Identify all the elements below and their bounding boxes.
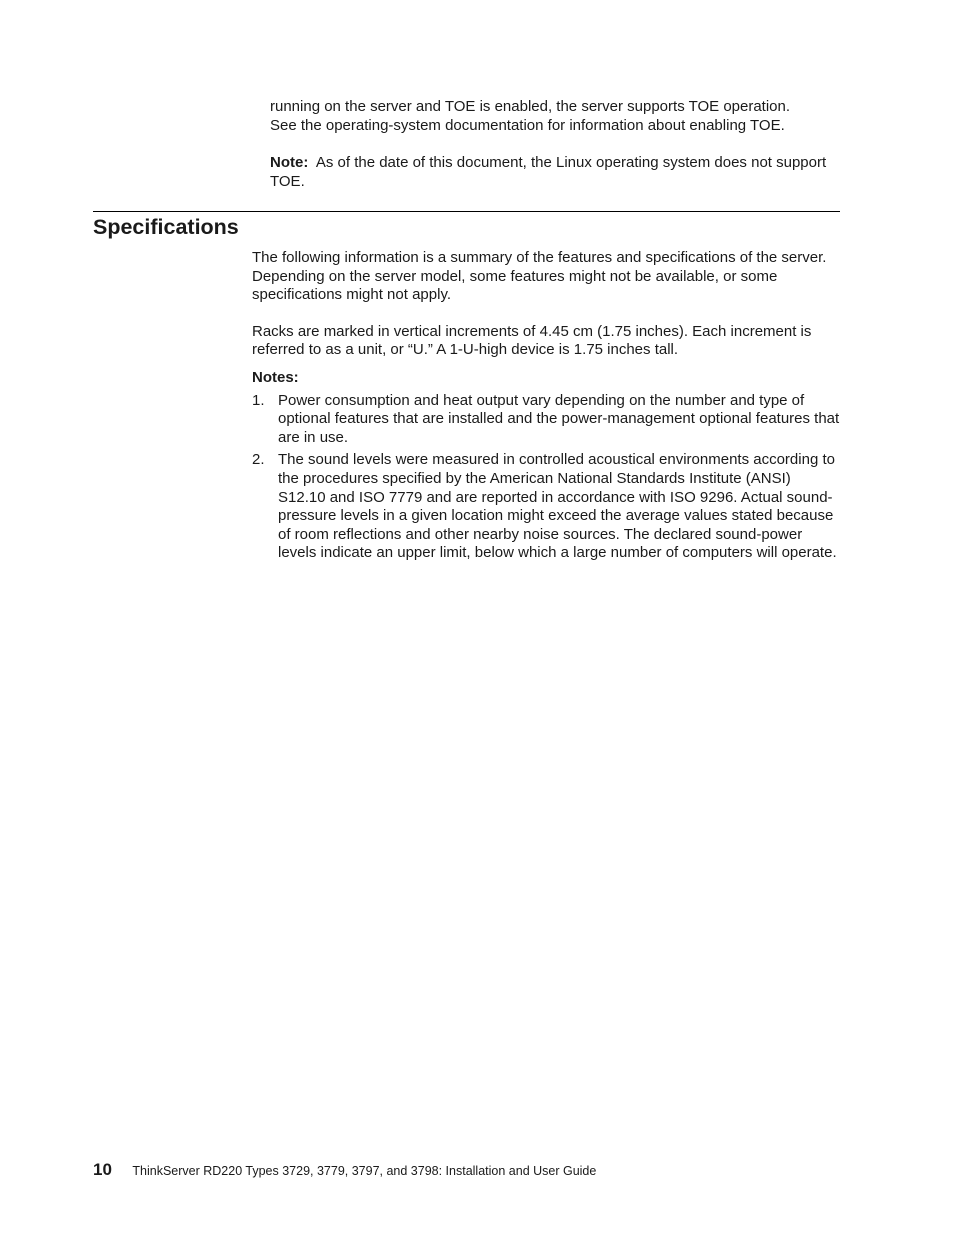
note-label: Note: [270, 154, 309, 172]
page-footer [93, 1160, 596, 1184]
section-divider [93, 211, 840, 212]
toe-note [270, 154, 840, 191]
continuation-line-2: See the operating-system documentation for information about enabling TOE. [270, 116, 785, 134]
notes-list [252, 392, 842, 563]
notes-label: Notes: [252, 368, 299, 386]
intro-paragraph: The following information is a summary of the features and specifications of the server. Depending on the server model, some features might not be available, or some specifications might not apply. [252, 249, 827, 304]
list-item [252, 392, 842, 448]
list-item-number: 1. [252, 391, 265, 409]
footer-title: ThinkServer RD220 Types 3729, 3779, 3797, and 3798: Installation and User Guide [132, 1164, 597, 1178]
list-item-text: The sound levels were measured in controlled acoustical environments according to the procedures specified by the American National Standards Institute (ANSI) S12.10 and ISO 7779 and are reported in accordance with ISO 9296. Actual sound-pressure levels in a given location might exceed the average values stated because of room reflections and other nearby noise sources. The declared sound-power levels indicate an upper limit, below which a large number of computers will operate. [278, 451, 837, 562]
section-body [252, 249, 842, 567]
list-item-text: Power consumption and heat output vary depending on the number and type of optional features that are installed and the power-management optional features that are in use. [278, 391, 840, 446]
page-number: 10 [93, 1160, 112, 1179]
section-heading: Specifications [93, 215, 239, 239]
continuation-line-1: running on the server and TOE is enabled, the server supports TOE operation. [270, 98, 791, 115]
racks-paragraph: Racks are marked in vertical increments of 4.45 cm (1.75 inches). Each increment is referred to as a unit, or “U.” A 1-U-high device is 1.75 inches tall. [252, 322, 812, 359]
list-item-number: 2. [252, 451, 265, 469]
note-text: As of the date of this document, the Linux operating system does not support TOE. [270, 154, 827, 190]
continuation-text [270, 98, 840, 191]
continuation-paragraph [270, 98, 840, 135]
list-item [252, 451, 842, 563]
